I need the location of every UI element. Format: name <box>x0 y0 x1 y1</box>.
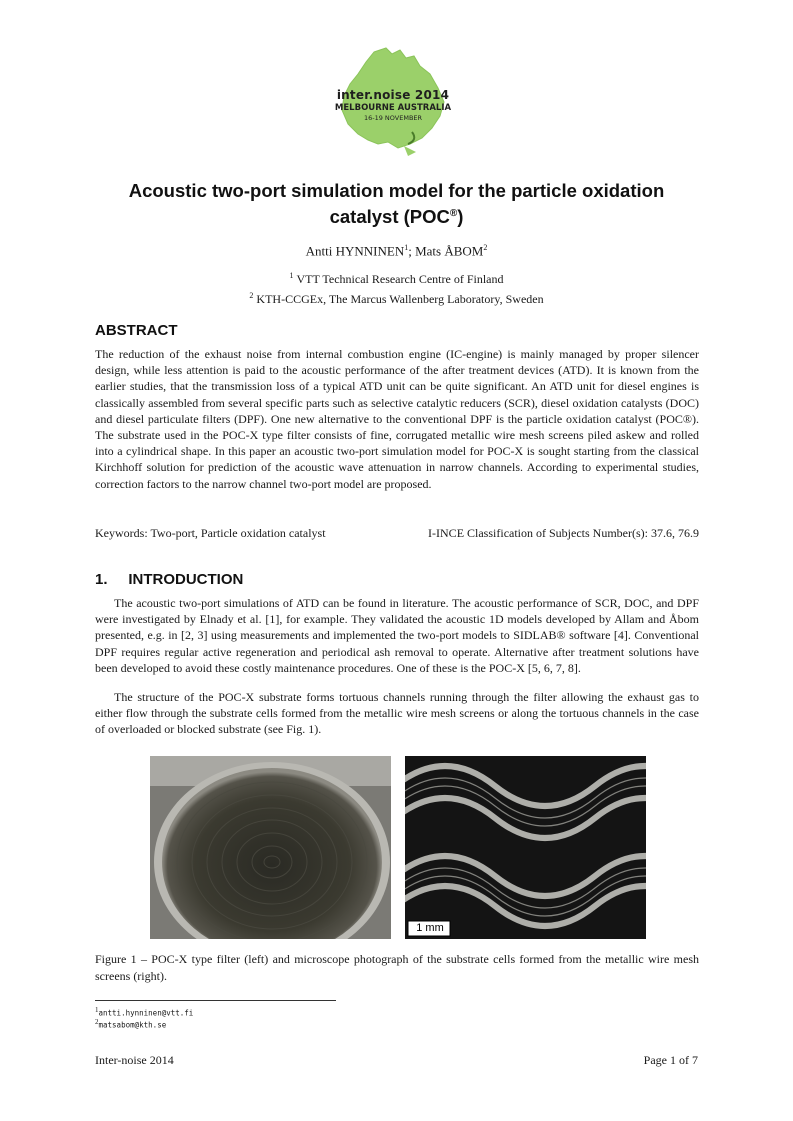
abstract-text: The reduction of the exhaust noise from internal combustion engine (IC-engine) is mainly managed by proper silencer design, while less attention is paid to the acoustic performance of the after treatment devices (ATD). It is known from the earlier studies, that the transmission loss of a typical ATD unit can be quite significant. An ATD unit for diesel engines is classically assembled from several specific parts such as selective catalytic reducers (SCR), diesel oxidation catalysts (DOC) and diesel particulate filters (DPF). One new alternative to the conventional DPF is the particle oxidation catalyst (POC®). The substrate used in the POC-X type filter consists of fine, corrugated metallic wire mesh screens piled askew and rolled into a cylindrical shape. In this paper an acoustic two-port simulation model for POC-X is sought starting from the classical Kirchhoff solution for prediction of the acoustic wave attenuation in narrow channels. According to experimental studies, correction factors to the narrow channel two-port model are proposed. <box>95 347 699 491</box>
footnote-divider <box>95 1000 336 1001</box>
affiliation-number: 2 <box>249 291 254 300</box>
figure-filter-photo <box>150 756 391 939</box>
logo-location: MELBOURNE AUSTRALIA <box>334 103 452 113</box>
scale-bar-label: 1 mm <box>416 922 444 934</box>
author-separator: ; <box>408 243 416 259</box>
keywords: Keywords: Two-port, Particle oxidation catalyst <box>95 526 326 540</box>
author-affil-ref: 2 <box>483 243 488 252</box>
author-list <box>0 243 793 259</box>
author-affil-ref: 1 <box>404 243 409 252</box>
affiliation-text: VTT Technical Research Centre of Finland <box>296 272 504 286</box>
affiliation-number: 1 <box>289 271 294 280</box>
footnote-email[interactable]: matsabom@kth.se <box>98 1020 167 1030</box>
footnote <box>95 1018 166 1030</box>
ince-classification: I-INCE Classification of Subjects Number(s): 37.6, 76.9 <box>428 526 699 540</box>
footnote <box>95 1006 193 1018</box>
author-name: Mats ÅBOM <box>415 243 484 259</box>
affiliation <box>0 291 793 307</box>
affiliation-text: KTH-CCGEx, The Marcus Wallenberg Laboratory, Sweden <box>256 292 544 306</box>
conference-logo <box>334 44 452 162</box>
introduction-paragraph: The structure of the POC-X substrate forms tortuous channels running through the filter allowing the exhaust gas to either flow through the substrate cells formed from the metallic wire mesh screens or along the tortuous channels in the case of overloaded or blocked substrate (see Fig. 1). <box>95 690 699 737</box>
keywords-line <box>95 526 699 541</box>
title-line2: catalyst (POC <box>329 206 450 228</box>
wire-mesh-image <box>405 756 646 939</box>
filter-photo-image <box>150 756 391 939</box>
figure-microscope-photo <box>405 756 646 939</box>
paper-title <box>70 179 723 228</box>
abstract-heading: ABSTRACT <box>95 322 178 339</box>
author-name: Antti HYNNINEN <box>305 243 405 259</box>
title-line2-end: ) <box>457 206 464 228</box>
footnote-email[interactable]: antti.hynninen@vtt.fi <box>98 1008 194 1018</box>
introduction-paragraph: The acoustic two-port simulations of ATD can be found in literature. The acoustic performance of SCR, DOC, and DPF were investigated by Elnady et al. [1], for example. They validated the acoustic 1D models developed by Allam and Åbom presented, e.g. in [2, 3] using measurements and implemented the two-port models to SIDLAB® software [4]. Conventional DPF requires regular active regeneration and periodical ash removal to operate. Alternative after treatment solutions have been developed to avoid these costly maintenance procedures. One of these is the POC-X [5, 6, 7, 8]. <box>95 596 699 675</box>
footer-conference: Inter-noise 2014 <box>95 1053 174 1067</box>
title-registered-mark: ® <box>449 208 458 219</box>
logo-title: inter.noise 2014 <box>336 88 450 102</box>
footer-page-number: Page 1 of 7 <box>643 1053 698 1067</box>
footnote-number: 1 <box>95 1006 99 1014</box>
figure-caption: Figure 1 – POC-X type filter (left) and microscope photograph of the substrate cells formed from the metallic wire mesh screens (right). <box>95 952 699 983</box>
logo-dates: 16-19 NOVEMBER <box>363 114 423 122</box>
title-line1: Acoustic two-port simulation model for the particle oxidation <box>128 180 665 201</box>
footnote-number: 2 <box>95 1018 99 1026</box>
affiliation <box>0 271 793 287</box>
introduction-heading: 1. INTRODUCTION <box>95 571 244 588</box>
